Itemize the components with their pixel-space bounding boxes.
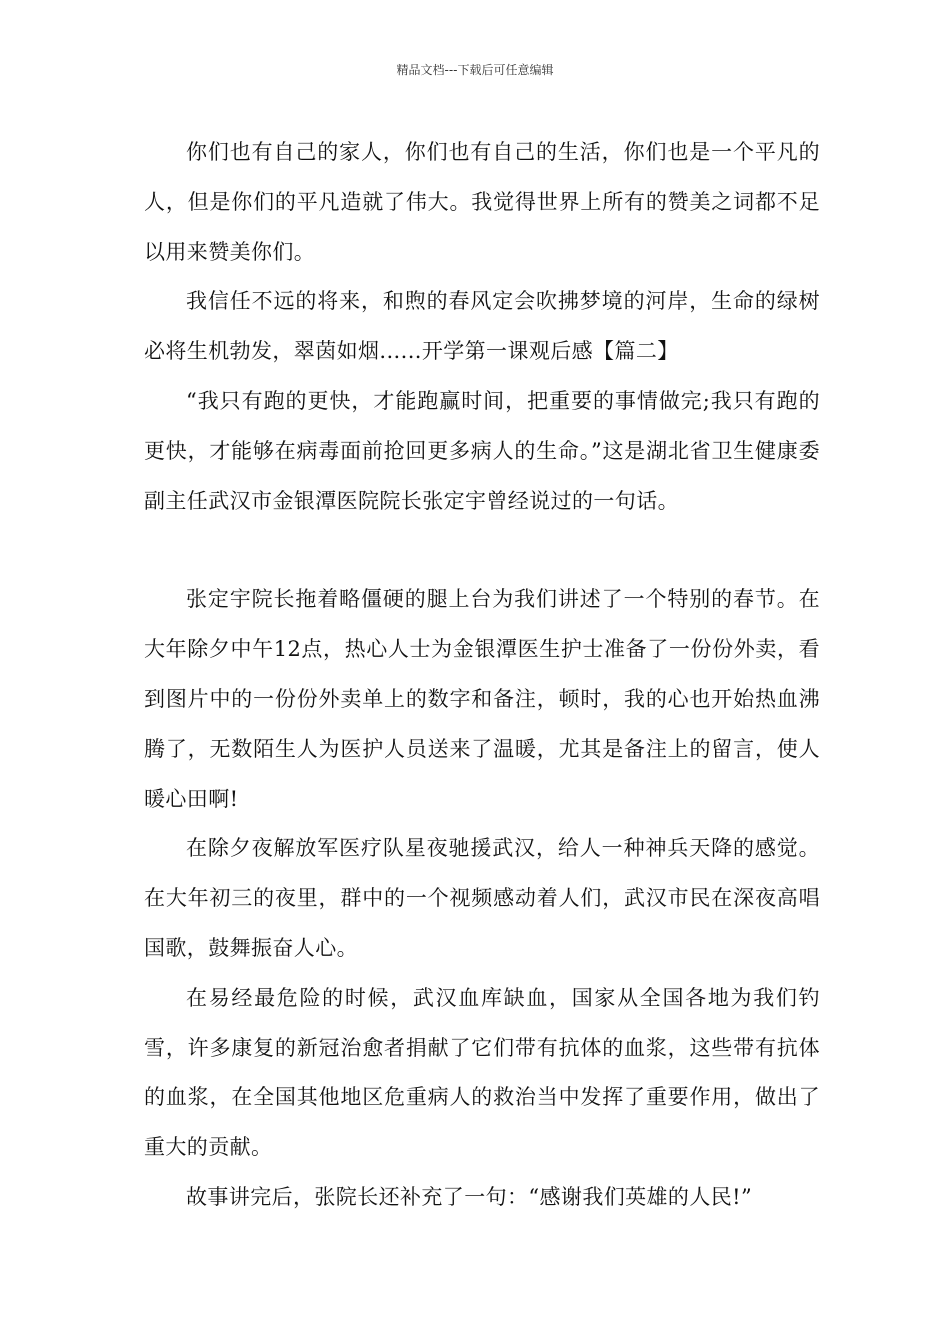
paragraph-5: 在除夕夜解放军医疗队星夜驰援武汉，给人一种神兵天降的感觉。在大年初三的夜里，群中的一个视频感动着人们，武汉市民在深夜高唱国歌，鼓舞振奋人心。 <box>144 836 820 960</box>
paragraph-7: 故事讲完后，张院长还补充了一句：“感谢我们英雄的人民!” <box>186 1184 753 1209</box>
page-header: 精品文档---下载后可任意编辑 <box>396 63 554 77</box>
document-body <box>144 128 820 1223</box>
paragraph-3: “我只有跑的更快，才能跑赢时间，把重要的事情做完;我只有跑的更快，才能够在病毒面前抢回更多病人的生命。”这是湖北省卫生健康委副主任武汉市金银潭医院院长张定宇曾经说过的一句话。 <box>144 388 820 513</box>
paragraph-4: 张定宇院长拖着略僵硬的腿上台为我们讲述了一个特别的春节。在大年除夕中午12点，热心人士为金银潭医生护士准备了一份份外卖，看到图片中的一份份外卖单上的数字和备注，顿时，我的心也开始热血沸腾了，无数陌生人为医护人员送来了温暖，尤其是备注上的留言，使人暖心田啊! <box>144 587 820 811</box>
paragraph-2: 我信任不远的将来，和煦的春风定会吹拂梦境的河岸，生命的绿树必将生机勃发，翠茵如烟......开学第一课观后感【篇二】 <box>144 289 820 364</box>
paragraph-1: 你们也有自己的家人，你们也有自己的生活，你们也是一个平凡的人，但是你们的平凡造就了伟大。我觉得世界上所有的赞美之词都不足以用来赞美你们。 <box>144 140 820 264</box>
paragraph-6: 在易经最危险的时候，武汉血库缺血，国家从全国各地为我们钓雪，许多康复的新冠治愈者捐献了它们带有抗体的血浆，这些带有抗体的血浆，在全国其他地区危重病人的救治当中发挥了重要作用，做出了重大的贡献。 <box>144 985 820 1160</box>
